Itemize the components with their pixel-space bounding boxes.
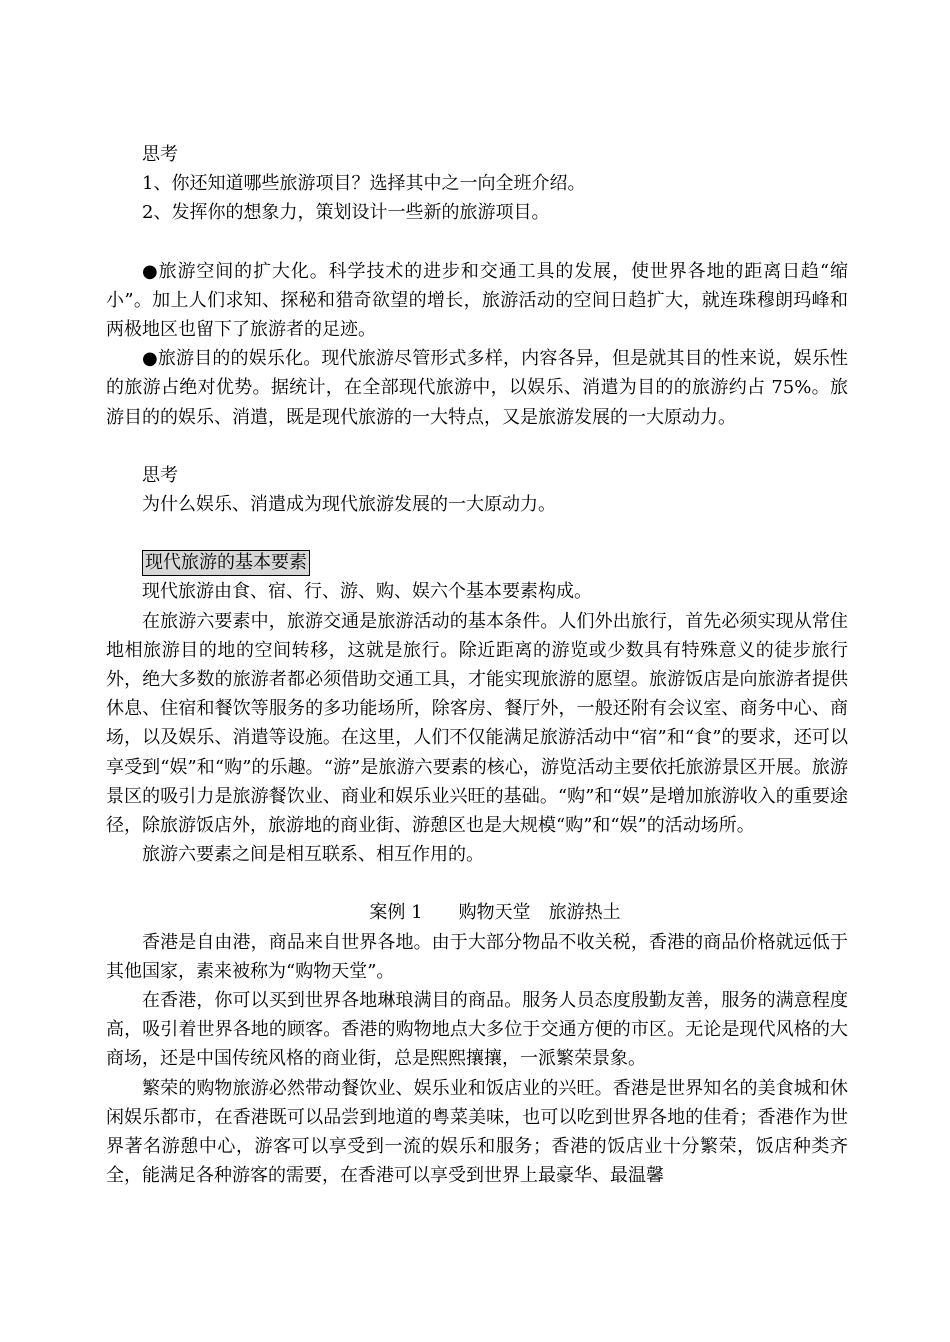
section-title: 现代旅游的基本要素: [142, 550, 310, 576]
feature-paragraph-space: ●旅游空间的扩大化。科学技术的进步和交通工具的发展，使世界各地的距离日趋“缩小”。加上人们求知、探秘和猎奇欲望的增长，旅游活动的空间日趋扩大，就连珠穆朗玛峰和两极地区也留下了旅游者的足迹。: [106, 260, 848, 341]
case-paragraph-1: 香港是自由港，商品来自世界各地。由于大部分物品不收关税，香港的商品价格就远低于其他国家，素来被称为“购物天堂”。: [106, 931, 848, 982]
case-paragraph-2: 在香港，你可以买到世界各地琳琅满目的商品。服务人员态度殷勤友善，服务的满意程度高，吸引着世界各地的顾客。香港的购物地点大多位于交通方便的市区。无论是现代风格的大商场，还是中国传统风格的商业街，总是熙熙攘攘，一派繁荣景象。: [106, 990, 848, 1070]
think-label-2: 思考: [142, 464, 178, 486]
case-title: 案例 1 购物天堂 旅游热土: [369, 902, 621, 924]
think-label-1: 思考: [142, 144, 178, 165]
think-question-2: 2、发挥你的想象力，策划设计一些新的旅游项目。: [142, 202, 550, 224]
feature-paragraph-purpose: ●旅游目的的娱乐化。现代旅游尽管形式多样，内容各异，但是就其目的性来说，娱乐性的旅游占绝对优势。据统计，在全部现代旅游中，以娱乐、消遣为目的的旅游约占 75%。旅游目的的娱乐、消遣，既是现代旅游的一大特点，又是旅游发展的一大原动力。: [106, 348, 848, 428]
case-paragraph-3: 繁荣的购物旅游必然带动餐饮业、娱乐业和饭店业的兴旺。香港是世界知名的美食城和休闲娱乐都市，在香港既可以品尝到地道的粤菜美味，也可以吃到世界各地的佳肴；香港作为世界著名游憩中心，游客可以享受到一流的娱乐和服务；香港的饭店业十分繁荣，饭店种类齐全，能满足各种游客的需要，在香港可以享受到世界上最豪华、最温馨: [106, 1077, 848, 1187]
section-paragraph-3: 旅游六要素之间是相互联系、相互作用的。: [142, 844, 484, 866]
document-body: [106, 140, 848, 1191]
think-question-3: 为什么娱乐、消遣成为现代旅游发展的一大原动力。: [142, 494, 556, 516]
section-paragraph-1: 现代旅游由食、宿、行、游、购、娱六个基本要素构成。: [142, 581, 592, 603]
think-question-1: 1、你还知道哪些旅游项目？选择其中之一向全班介绍。: [142, 173, 586, 195]
section-paragraph-2: 在旅游六要素中，旅游交通是旅游活动的基本条件。人们外出旅行，首先必须实现从常住地相旅游目的地的空间转移，这就是旅行。除近距离的游览或少数具有特殊意义的徒步旅行外，绝大多数的旅游者都必须借助交通工具，才能实现旅游的愿望。旅游饭店是向旅游者提供休息、住宿和餐饮等服务的多功能场所，除客房、餐厅外，一般还附有会议室、商务中心、商场，以及娱乐、消遣等设施。在这里，人们不仅能满足旅游活动中“宿”和“食”的要求，还可以享受到“娱”和“购”的乐趣。“游”是旅游六要素的核心，游览活动主要依托旅游景区开展。旅游景区的吸引力是旅游餐饮业、商业和娱乐业兴旺的基础。“购”和“娱”是增加旅游收入的重要途径，除旅游饭店外，旅游地的商业街、游憩区也是大规模“购”和“娱”的活动场所。: [106, 610, 848, 837]
